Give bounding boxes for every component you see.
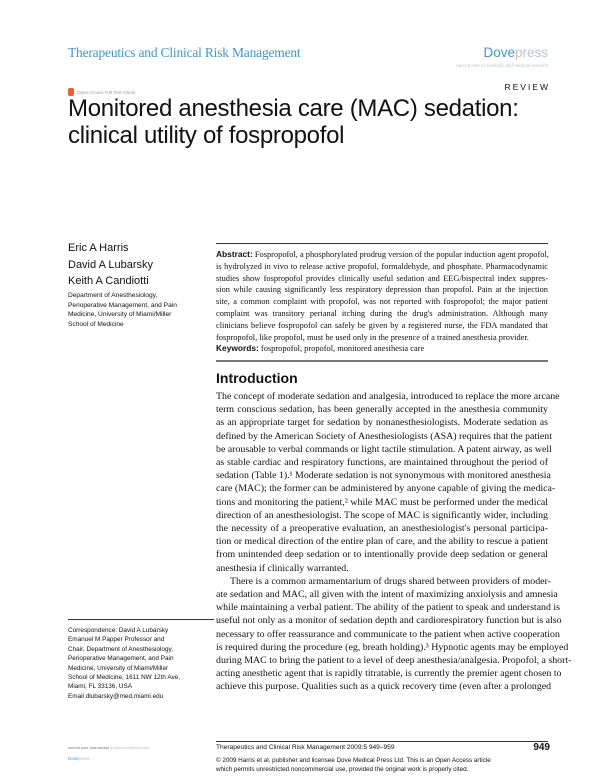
publisher-logo [483, 45, 548, 60]
correspondence-line: Correspondence: David A Lubarsky [68, 627, 169, 634]
affiliation-line: Medicine, University of Miami/Miller [68, 311, 172, 318]
correspondence-line: Email dlubarsky@med.miami.edu [68, 692, 164, 700]
affiliation-line: School of Medicine [68, 320, 124, 328]
submit-manuscript-link[interactable] [68, 745, 149, 750]
body-line: from unintended deep sedation or to intentionally provide deep sedation or general [216, 549, 548, 561]
footer-divider [216, 741, 548, 742]
copyright [216, 756, 536, 774]
correspondence-line: Perioperative Management, and Pain [68, 655, 174, 663]
title-line: clinical utility of fospropofol [68, 122, 345, 149]
body-line: defined by the American Society of Anesthesiologists (ASA) requires that the patient [216, 430, 552, 442]
author: Eric A Harris [68, 242, 129, 254]
body-line: tions and monitoring the patient,² while MAC must be performed under the medical [216, 496, 548, 508]
body-line: while maintaining a verbal patient. The ability of the patient to speak and understand is [216, 602, 560, 614]
abstract-line: fospropofol, like propofol, must be used only in the presence of a trained anesthesia provider. [216, 332, 529, 342]
body-line: sedation (Table 1).¹ Moderate sedation is not synonymous with monitored anesthesia [216, 470, 551, 482]
correspondence-line: Chair, Department of Anesthesiology, [68, 645, 174, 653]
body-line: There is a common armamentarium of drugs shared between providers of moder- [230, 575, 551, 587]
correspondence-line: Miami, FL 33136, USA [68, 683, 133, 691]
body-line: is required during the procedure (eg, breath holding).³ Hypnotic agents may be employed [216, 641, 569, 653]
author: David A Lubarsky [68, 258, 153, 271]
brand-press: press [514, 45, 548, 60]
body-line: tion or medical direction of the entire plan of care, and the ability to rescue a patient [216, 536, 549, 548]
abstract-box [216, 243, 548, 362]
open-access-label: Open Access Full Text Article [77, 89, 135, 95]
publisher-tagline: open access to scientific and medical research [456, 64, 548, 69]
article-title [68, 95, 519, 149]
body-line: as stable cardiac and respiratory functions, are maintained throughout the period of [216, 457, 548, 469]
article-type: REVIEW [504, 82, 550, 92]
correspondence-line: Medicine, University of Miami/Miller [68, 664, 169, 672]
body-line: The concept of moderate sedation and analgesia, introduced to replace the more arcane [216, 391, 560, 402]
abstract-line: complaint was transitory perianal itching during the drug's administration. Although many [216, 308, 548, 318]
body-line: term conscious sedation, has been generally accepted in the anesthesia community [216, 404, 548, 416]
site-link[interactable]: www.dovepress.com [112, 745, 150, 750]
abstract-line [216, 249, 548, 261]
body-text [216, 390, 572, 694]
body-line: during MAC to bring the patient to a level of deep anesthesia/analgesia. Propofol, a short- [216, 655, 572, 667]
abstract-text: Fospropofol, a phosphorylated prodrug version of the popular induction agent propofol, [252, 250, 549, 259]
abstract-label: Abstract: [216, 249, 253, 259]
correspondence-line: School of Medicine, 1611 NW 12th Ave, [68, 674, 181, 682]
abstract-line: sion while causing significantly less respiratory depression than propofol. Pain at the injection [216, 285, 548, 295]
abstract-line: site, a common complaint with propofol, was not reported with fospropofol; the major patient [216, 297, 548, 307]
body-line: achieve this purpose. Qualities such as a quick recovery time (even after a prolonged [216, 681, 552, 693]
body-line: the necessity of a preoperative evaluation, an anesthesiologist's personal participa- [216, 523, 548, 535]
brand-dove: Dove [483, 45, 515, 60]
body-line: as an appropriate target for sedation by nonanesthesiologists. Moderate sedation as [216, 417, 548, 429]
body-line: ate sedation and MAC, all given with the intent of maximizing anxiolysis and amnesia [216, 589, 558, 601]
author: Keith A Candiotti [68, 275, 149, 287]
affiliation [68, 291, 218, 329]
page-number: 949 [533, 742, 550, 753]
body-line: care (MAC); the former can be administered by anyone capable of giving the medica- [216, 483, 556, 495]
keywords-text: fospropofol, propofol, monitored anesthesia care [258, 344, 425, 354]
copyright-line: © 2009 Harris et al, publisher and licensee Dove Medical Press Ltd. This is an Open Access article [216, 757, 491, 764]
author-list [68, 240, 153, 290]
copyright-line: which permits unrestricted noncommercial use, provided the original work is properly cited. [216, 766, 469, 773]
body-line: acting anesthetic agent that is rapidly titratable, is currently the premier agent chosen to [216, 668, 562, 680]
footer-logo [68, 756, 90, 761]
affiliation-line: Department of Anesthesiology, [68, 292, 158, 299]
keywords [216, 343, 548, 355]
journal-title: Therapeutics and Clinical Risk Management [68, 45, 301, 60]
abstract-line: is hydrolyzed in vivo to release active propofol, formaldehyde, and phosphate. Pharmacodynamic [216, 261, 548, 271]
section-heading-introduction: Introduction [216, 370, 298, 386]
brand-dove: Dove [68, 756, 79, 761]
abstract-line: clinicians believe fospropofol can safely be given by a registered nurse, the FDA mandated that [216, 320, 548, 330]
citation: Therapeutics and Clinical Risk Management 2009:5 949–959 [216, 744, 395, 751]
body-line: anesthesia if clinically warranted. [216, 562, 349, 574]
correspondence-line: Emanuel M Papper Professor and [68, 636, 165, 644]
submit-label: submit your manuscript | [68, 745, 113, 750]
body-line: direction of an anesthesiologist. The scope of MAC is significantly wider, including [216, 509, 548, 521]
affiliation-line: Perioperative Management, and Pain [68, 301, 177, 309]
body-line: useful not only as a monitor of sedation depth and cardiorespiratory function but is also [216, 615, 562, 627]
body-line: necessary to offer reassurance and communicate to the patient when active cooperation [216, 628, 560, 640]
abstract-line: studies show fospropofol provides clinically useful sedation and EEG/bispectral index suppres- [216, 273, 548, 283]
title-line: Monitored anesthesia care (MAC) sedation: [68, 95, 519, 122]
body-line: be arousable to verbal commands or light tactile stimulation. A patent airway, as well [216, 443, 552, 455]
brand-press: press [78, 756, 90, 761]
keywords-label: Keywords: [216, 343, 259, 354]
correspondence [68, 619, 214, 701]
